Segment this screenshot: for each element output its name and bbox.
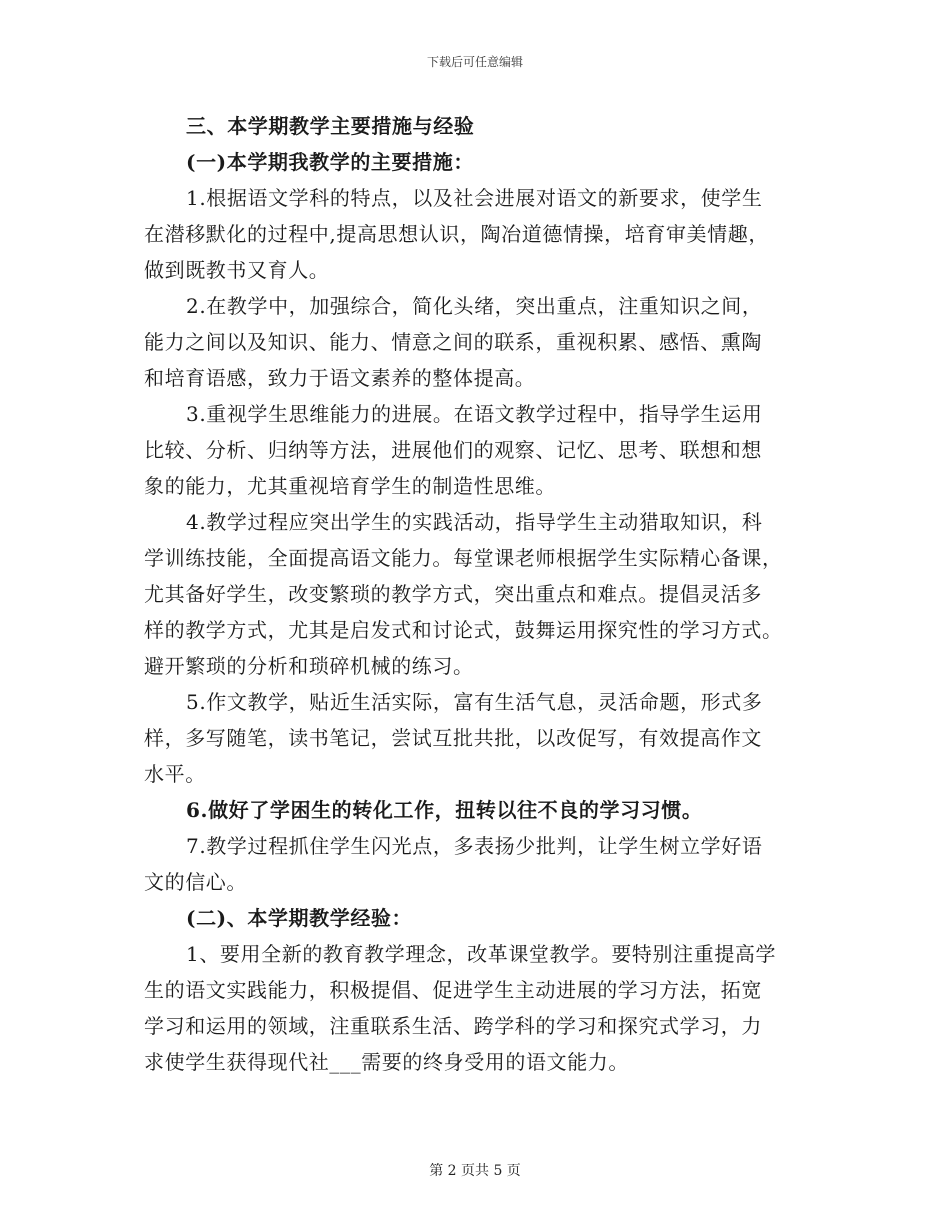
paragraph-line: 2.在教学中，加强综合，简化头绪，突出重点，注重知识之间， <box>186 294 763 318</box>
paragraph-line-bold: 6.做好了学困生的转化工作，扭转以往不良的学习习惯。 <box>186 798 703 822</box>
paragraph-line: 1.根据语文学科的特点，以及社会进展对语文的新要求，使学生 <box>186 186 763 210</box>
paragraph-line: 学训练技能，全面提高语文能力。每堂课老师根据学生实际精心备课， <box>144 546 783 570</box>
paragraph-line: 能力之间以及知识、能力、情意之间的联系，重视积累、感悟、熏陶 <box>144 330 762 354</box>
paragraph-line: 样，多写随笔，读书笔记，尝试互批共批，以改促写，有效提高作文 <box>144 726 762 750</box>
paragraph-line: 做到既教书又育人。 <box>144 258 330 282</box>
subsection-heading-experience: (二)、本学期教学经验： <box>186 906 413 930</box>
paragraph-line: 在潜移默化的过程中,提高思想认识，陶冶道德情操，培育审美情趣， <box>144 222 769 246</box>
page-header-note: 下载后可任意编辑 <box>426 55 523 69</box>
paragraph-line: 比较、分析、归纳等方法，进展他们的观察、记忆、思考、联想和想 <box>144 438 762 462</box>
paragraph-line: 5.作文教学，贴近生活实际，富有生活气息，灵活命题，形式多 <box>186 690 763 714</box>
paragraph-line: 1、要用全新的教育教学理念，改革课堂教学。要特别注重提高学 <box>186 942 777 966</box>
paragraph-line: 4.教学过程应突出学生的实践活动，指导学生主动猎取知识，科 <box>186 510 763 534</box>
paragraph-line: 7.教学过程抓住学生闪光点，多表扬少批判，让学生树立学好语 <box>186 834 763 858</box>
section-heading: 三、本学期教学主要措施与经验 <box>186 114 475 138</box>
paragraph-line: 学习和运用的领域，注重联系生活、跨学科的学习和探究式学习，力 <box>144 1014 762 1038</box>
paragraph-line: 尤其备好学生，改变繁琐的教学方式，突出重点和难点。提倡灵活多 <box>144 582 762 606</box>
subsection-heading-measures: (一)本学期我教学的主要措施： <box>186 150 474 174</box>
paragraph-line: 生的语文实践能力，积极提倡、促进学生主动进展的学习方法，拓宽 <box>144 978 762 1002</box>
paragraph-line: 和培育语感，致力于语文素养的整体提高。 <box>144 366 536 390</box>
page-number-footer: 第 2 页共 5 页 <box>429 1163 521 1179</box>
document-body <box>144 108 806 1080</box>
paragraph-line: 象的能力，尤其重视培育学生的制造性思维。 <box>144 474 556 498</box>
paragraph-line: 文的信心。 <box>144 870 247 894</box>
paragraph-line: 样的教学方式，尤其是启发式和讨论式，鼓舞运用探究性的学习方式。 <box>144 618 783 642</box>
paragraph-line: 求使学生获得现代社___需要的终身受用的语文能力。 <box>144 1050 629 1074</box>
paragraph-line: 水平。 <box>144 762 206 786</box>
paragraph-line: 3.重视学生思维能力的进展。在语文教学过程中，指导学生运用 <box>186 402 763 426</box>
paragraph-line: 避开繁琐的分析和琐碎机械的练习。 <box>144 654 474 678</box>
